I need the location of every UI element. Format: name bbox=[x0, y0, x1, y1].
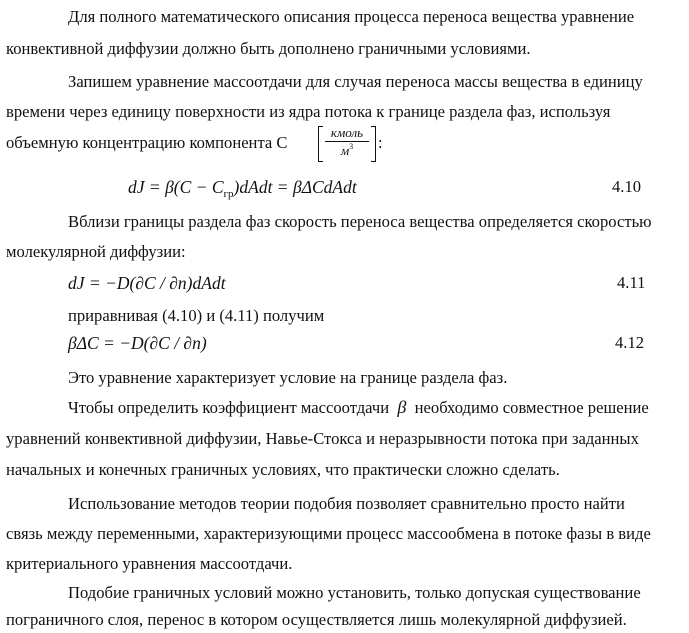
right-bracket bbox=[371, 126, 376, 162]
unit-colon: : bbox=[378, 133, 383, 152]
left-bracket bbox=[318, 126, 323, 162]
equation-4-11: dJ = −D(∂C / ∂n)dAdt bbox=[68, 273, 226, 293]
paragraph-8-line-2: пограничного слоя, перенос в котором осуществляется лишь молекулярной диффузией. bbox=[6, 610, 627, 629]
paragraph-8-line-1: Подобие граничных условий можно установить, только допуская существование bbox=[68, 583, 641, 602]
paragraph-1-line-1: Для полного математического описания процесса переноса вещества уравнение bbox=[68, 7, 635, 26]
unit-denominator: $м^3$ bbox=[340, 142, 354, 158]
unit-numerator: кмоль bbox=[325, 125, 369, 142]
paragraph-7-line-1: Использование методов теории подобия позволяет сравнительно просто найти bbox=[68, 494, 625, 513]
paragraph-3-line-1: Вблизи границы раздела фаз скорость переноса вещества определяется скоростью bbox=[68, 212, 652, 231]
paragraph-2-line-3: объемную концентрацию компонента С bbox=[6, 133, 288, 152]
paragraph-1-line-2: конвективной диффузии должно быть дополнено граничными условиями. bbox=[6, 39, 531, 58]
equation-number-4-12: 4.12 bbox=[615, 333, 645, 352]
unit-brackets bbox=[318, 126, 376, 162]
paragraph-5-line-1: Это уравнение характеризует условие на границе раздела фаз. bbox=[68, 368, 508, 387]
paragraph-2-line-2: времени через единицу поверхности из ядра потока к границе раздела фаз, используя bbox=[6, 102, 611, 121]
paragraph-6-line-2: уравнений конвективной диффузии, Навье-Стокса и неразрывности потока при заданных bbox=[6, 429, 639, 448]
paragraph-3-line-2: молекулярной диффузии: bbox=[6, 242, 186, 261]
paragraph-7-line-3: критериального уравнения массоотдачи. bbox=[6, 554, 293, 573]
equation-number-4-10: 4.10 bbox=[612, 177, 642, 196]
equation-4-10: dJ = $\beta(C - C_{гр})dAdt$ = βΔCdAdt bbox=[128, 177, 357, 200]
paragraph-6-line-1: Чтобы определить коэффициент массоотдачи β необходимо совместное решение bbox=[68, 397, 649, 417]
paragraph-2-line-1: Запишем уравнение массоотдачи для случая переноса массы вещества в единицу bbox=[68, 72, 643, 91]
paragraph-6-line-3: начальных и конечных граничных условиях, что практически сложно сделать. bbox=[6, 460, 560, 479]
paragraph-4-line-1: приравнивая (4.10) и (4.11) получим bbox=[68, 306, 325, 325]
equation-4-12: βΔC = −D(∂C / ∂n) bbox=[68, 333, 207, 353]
paragraph-7-line-2: связь между переменными, характеризующими процесс массообмена в потоке фазы в виде bbox=[6, 524, 651, 543]
equation-number-4-11: 4.11 bbox=[617, 273, 646, 292]
beta-symbol: β bbox=[397, 397, 407, 417]
